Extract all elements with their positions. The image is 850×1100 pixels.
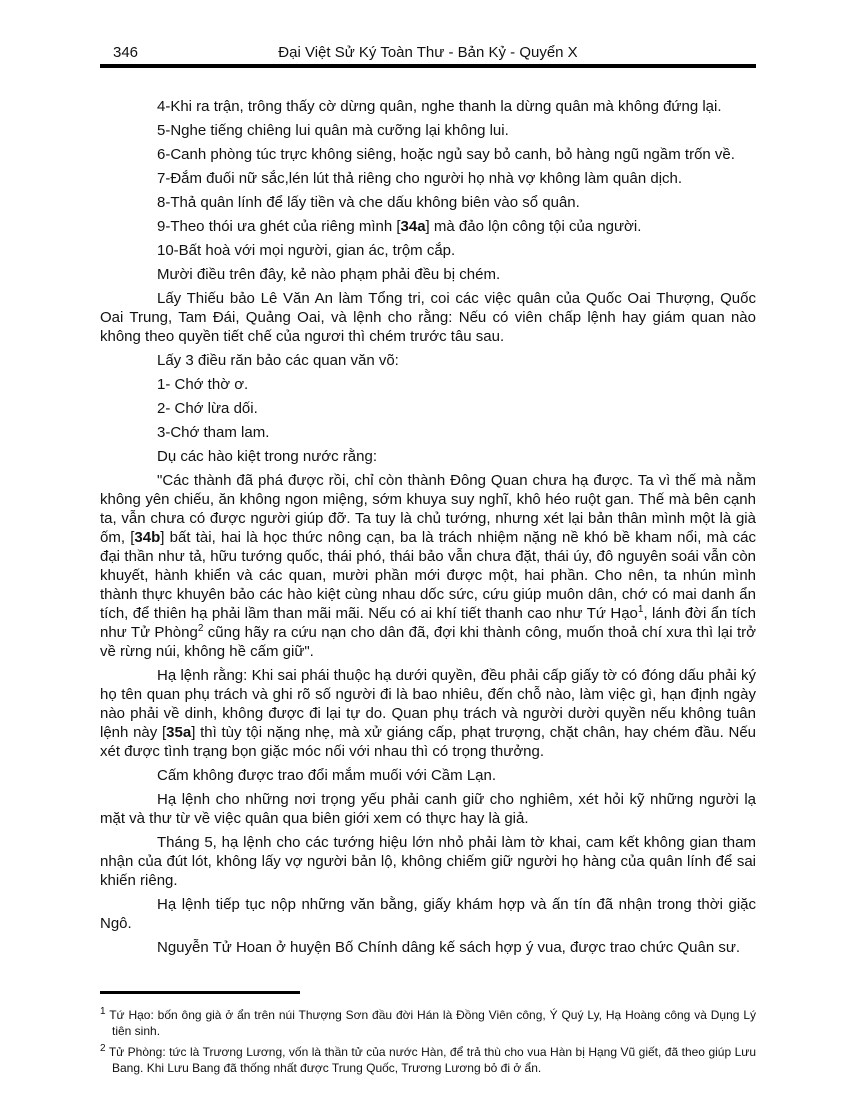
paragraph: Tháng 5, hạ lệnh cho các tướng hiệu lớn nhỏ phải làm tờ khai, cam kết không gian tham nhận của đút lót, không lấy vợ người bản lộ, không chiếm giữ người họ hàng của quân lính để sai khiến riêng. xyxy=(100,834,756,889)
paragraph: Hạ lệnh rằng: Khi sai phái thuộc hạ dưới quyền, đều phải cấp giấy tờ có đóng dấu phải ký họ tên quan phụ trách và ghi rõ số người đi là bao nhiêu, đến chỗ nào, làm việc gì, hạn định ngày nào phải về dinh, không được đi lại tự do. Quan phụ trách và người dười quyền nếu không tuân lệnh này [35a] thì tùy tội nặng nhẹ, mà xử giáng cấp, phạt trượng, chặt chân, hay chém đầu. Nếu xét được tình trạng bọn giặc móc nối với nhau thì có trọng thưởng. xyxy=(100,667,757,760)
paragraph: 7-Đắm đuối nữ sắc,lén lút thả riêng cho người họ nhà vợ không làm quân dịch. xyxy=(157,170,683,187)
footnote-ref: 2 xyxy=(197,623,204,634)
paragraph: 3-Chớ tham lam. xyxy=(157,424,270,441)
paragraph: 2- Chớ lừa dối. xyxy=(157,400,258,417)
paragraph: Cấm không được trao đổi mắm muối với Cầm Lạn. xyxy=(157,767,497,784)
paragraph: 9-Theo thói ưa ghét của riêng mình [34a] mà đảo lộn công tội của người. xyxy=(157,218,642,235)
footnote-marker: 2 xyxy=(100,1043,106,1054)
paragraph: 1- Chớ thờ ơ. xyxy=(157,376,249,393)
footnote: $^1$ Tứ Hạo: bốn ông già ở ẩn trên núi Thượng Sơn đầu đời Hán là Đồng Viên công, Ý Quý Ly, Hạ Hoàng công và Dụng Lý tiên sinh. xyxy=(100,1006,756,1038)
folio-marker: 34a xyxy=(400,218,426,235)
paragraph: Lấy 3 điều răn bảo các quan văn võ: xyxy=(157,352,399,369)
paragraph: 8-Thả quân lính để lấy tiền và che dấu không biên vào sổ quân. xyxy=(157,194,580,211)
paragraph: Hạ lệnh tiếp tục nộp những văn bằng, giấy khám hợp và ấn tín đã nhận trong thời giặc Ngô. xyxy=(100,896,756,932)
footnote-marker: 1 xyxy=(100,1006,106,1017)
paragraph: Mười điều trên đây, kẻ nào phạm phải đều bị chém. xyxy=(157,266,501,283)
folio-marker: 34b xyxy=(134,529,161,546)
paragraph: Hạ lệnh cho những nơi trọng yếu phải canh giữ cho nghiêm, xét hỏi kỹ những người lạ mặt và thư từ về việc quân qua biên giới xem có thực hay là giả. xyxy=(100,791,756,827)
paragraph: 4-Khi ra trận, trông thấy cờ dừng quân, nghe thanh la dừng quân mà không đứng lại. xyxy=(157,98,722,115)
footnote-list xyxy=(100,1008,756,1076)
paragraph: 6-Canh phòng túc trực không siêng, hoặc ngủ say bỏ canh, bỏ hàng ngũ ngầm trốn về. xyxy=(157,146,735,163)
paragraph: 10-Bất hoà với mọi người, gian ác, trộm cắp. xyxy=(157,242,456,259)
page-title: Đại Việt Sử Ký Toàn Thư - Bản Kỷ - Quyển X xyxy=(278,44,578,61)
footnote: $^2$ Tử Phòng: tức là Trương Lương, vốn là thần tử của nước Hàn, để trả thù cho vua Hàn bị Hạng Vũ giết, đã theo giúp Lưu Bang. Khi Lưu Bang đã thống nhất được Trung Quốc, Trương Lương bỏ đi ở ẩn. xyxy=(100,1043,756,1075)
page-number: 346 xyxy=(113,44,139,61)
folio-marker: 35a xyxy=(166,724,192,741)
paragraph: Nguyễn Tử Hoan ở huyện Bố Chính dâng kế sách hợp ý vua, được trao chức Quân sư. xyxy=(157,939,741,956)
paragraph: "Các thành đã phá được rồi, chỉ còn thành Đông Quan chưa hạ được. Ta vì thế mà nằm không yên chiếu, ăn không ngon miệng, sớm khuya suy nghĩ, khô héo ruột gan. Thế mà bên cạnh ta, vẫn chưa có được người giúp đỡ. Ta tuy là chủ tướng, nhưng xét lại bản thân mình một là già ốm, [34b] bất tài, hai là học thức nông cạn, ba là trách nhiệm nặng nề khó bề kham nổi, mà các đại thần như tả, hữu tướng quốc, thái phó, thái bảo vẫn chưa đặt, thái úy, đô nguyên soái vẫn còn khuyết, hành khiển và các quan, mười phần mới được một, hai phần. Cho nên, ta nhún mình thành thực khuyên bảo các hào kiệt cùng nhau dốc sức, cứu giúp muôn dân, chớ có mai danh ẩn tích, để thiên hạ phải lầm than mãi mãi. Nếu có ai khí tiết thanh cao như Tứ Hạo$^1$, lánh đời ẩn tích như Tử Phòng$^2$ cũng hãy ra cứu nạn cho dân đã, đợi khi thành công, muốn thoả chí xưa thì lại trở về rừng núi, không hề cấm giữ". xyxy=(100,472,756,660)
paragraph: 5-Nghe tiếng chiêng lui quân mà cưỡng lại không lui. xyxy=(157,122,509,139)
paragraph: Dụ các hào kiệt trong nước rằng: xyxy=(157,448,377,465)
paragraph: Lấy Thiếu bảo Lê Văn An làm Tổng tri, coi các việc quân của Quốc Oai Thượng, Quốc Oai Trung, Tam Đái, Quảng Oai, và lệnh cho rằng: Nếu có viên chấp lệnh hay giám quan nào không theo quyền tiết chế của ngươi thì chém trước tâu sau. xyxy=(100,290,756,345)
footnotes xyxy=(100,991,756,1076)
page-body xyxy=(100,68,756,957)
footnote-ref: 1 xyxy=(637,604,644,615)
footnote-separator xyxy=(100,991,300,994)
page-header xyxy=(100,44,756,68)
